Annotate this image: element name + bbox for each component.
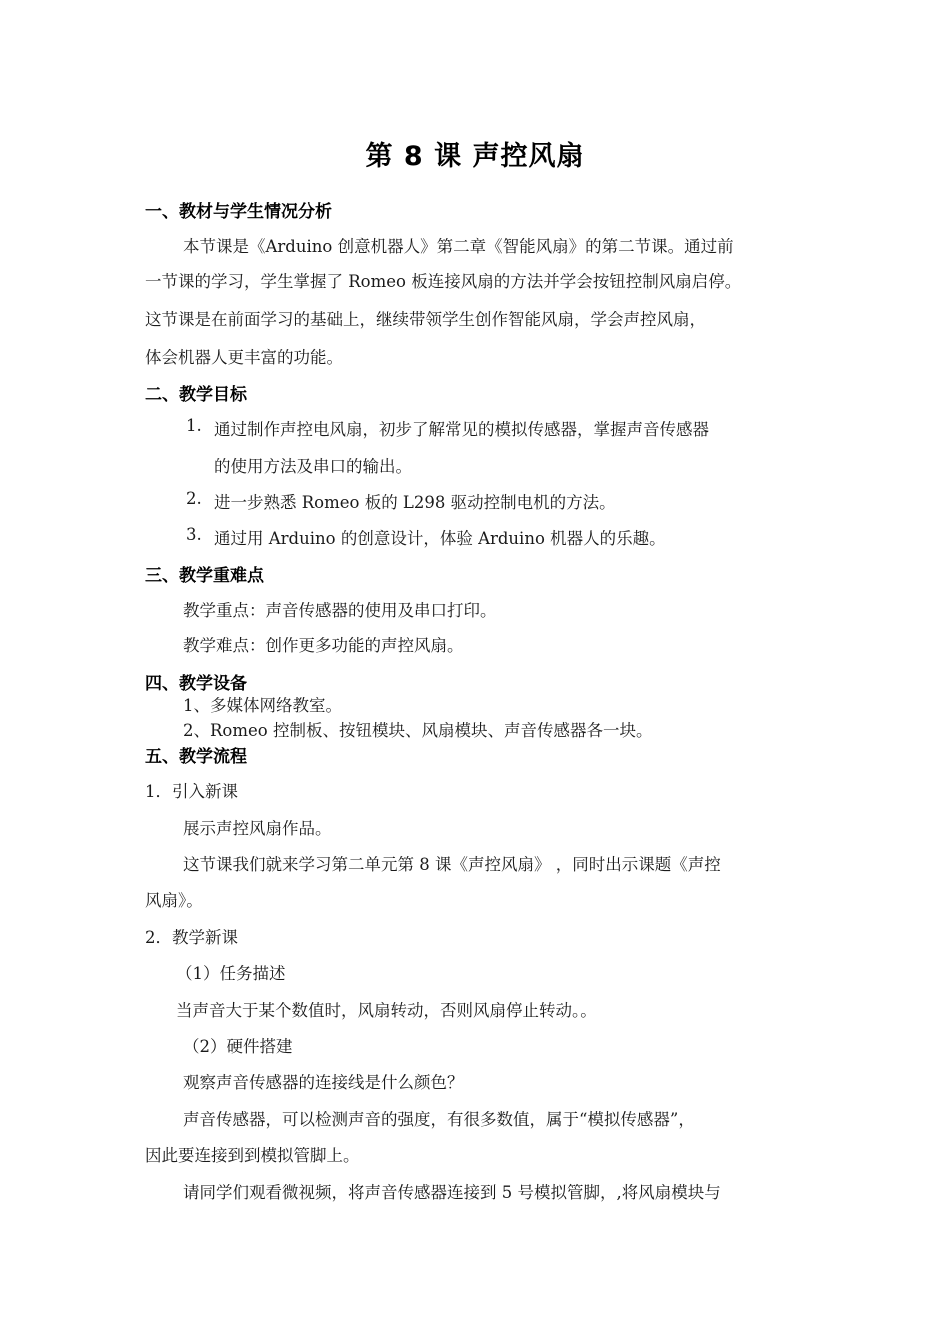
paragraph-line: 本节课是《Arduino 创意机器人》第二章《智能风扇》的第二节课。通过前	[183, 237, 734, 256]
list-item-number: 2.	[186, 489, 202, 508]
paragraph-line: 展示声控风扇作品。	[183, 819, 332, 838]
paragraph-line: 教学难点：创作更多功能的声控风扇。	[183, 636, 464, 655]
paragraph-line: 观察声音传感器的连接线是什么颜色？	[183, 1073, 464, 1092]
paragraph-line: 声音传感器，可以检测声音的强度，有很多数值，属于“模拟传感器”，	[183, 1110, 695, 1129]
list-item-text: 通过用 Arduino 的创意设计，体验 Arduino 机器人的乐趣。	[214, 529, 666, 548]
lesson-title: 第 8 课 声控风扇	[365, 141, 585, 172]
list-line: 2、Romeo 控制板、按钮模块、风扇模块、声音传感器各一块。	[183, 721, 653, 740]
subsection-heading: 1．引入新课	[145, 782, 238, 801]
list-item-number: 1.	[186, 416, 202, 435]
list-item-text: 通过制作声控电风扇，初步了解常见的模拟传感器，掌握声音传感器	[214, 420, 709, 439]
section-heading-key-points: 三、教学重难点	[145, 566, 264, 586]
subsection-heading: 2．教学新课	[145, 928, 238, 947]
list-item-number: 3.	[186, 525, 202, 544]
paragraph-line: 这节课是在前面学习的基础上，继续带领学生创作智能风扇，学会声控风扇，	[145, 310, 706, 329]
paragraph-line: 这节课我们就来学习第二单元第 8 课《声控风扇》 ，同时出示课题《声控	[183, 855, 721, 874]
paragraph-line: 教学重点：声音传感器的使用及串口打印。	[183, 601, 497, 620]
sub-subsection-heading: （1）任务描述	[176, 964, 286, 983]
list-item-text-continued: 的使用方法及串口的输出。	[214, 457, 412, 476]
paragraph-line: 请同学们观看微视频，将声音传感器连接到 5 号模拟管脚，,将风扇模块与	[183, 1183, 721, 1202]
paragraph-line: 一节课的学习，学生掌握了 Romeo 板连接风扇的方法并学会按钮控制风扇启停。	[145, 272, 742, 291]
paragraph-line: 风扇》。	[145, 891, 203, 910]
section-heading-objectives: 二、教学目标	[145, 385, 247, 405]
paragraph-line: 因此要连接到到模拟管脚上。	[145, 1146, 360, 1165]
paragraph-line: 体会机器人更丰富的功能。	[145, 348, 343, 367]
paragraph-line: 当声音大于某个数值时，风扇转动，否则风扇停止转动。。	[176, 1001, 597, 1020]
list-item-text: 进一步熟悉 Romeo 板的 L298 驱动控制电机的方法。	[214, 493, 616, 512]
section-heading-equipment: 四、教学设备	[145, 674, 247, 694]
section-heading-analysis: 一、教材与学生情况分析	[145, 202, 332, 222]
section-heading-process: 五、教学流程	[145, 747, 247, 767]
sub-subsection-heading: （2）硬件搭建	[183, 1037, 293, 1056]
list-line: 1、多媒体网络教室。	[183, 696, 342, 715]
